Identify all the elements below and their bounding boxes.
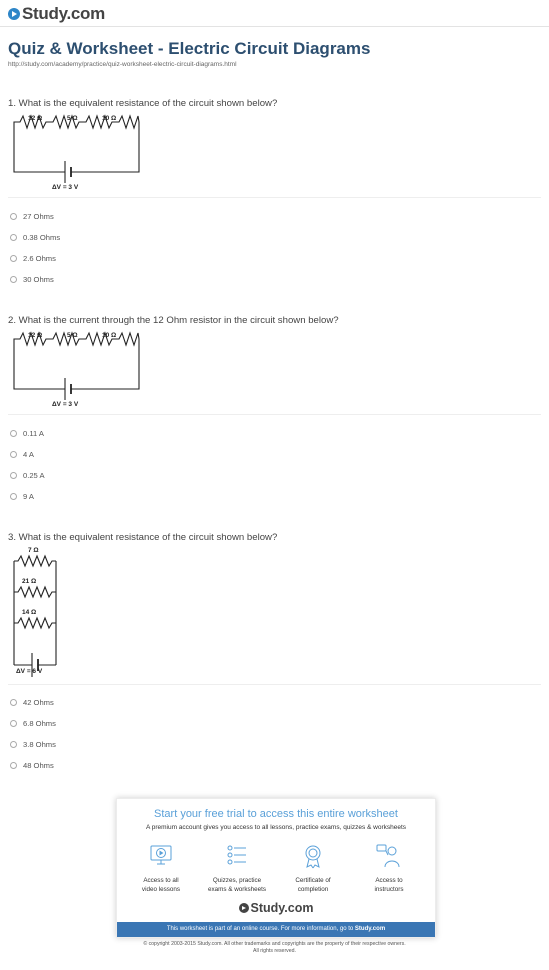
q2-option-1[interactable]: 0.11 A — [10, 429, 44, 438]
radio-icon[interactable] — [10, 234, 17, 241]
parallel-circuit-wires — [14, 556, 56, 677]
page-url: http://study.com/academy/practice/quiz-worksheet-electric-circuit-diagrams.html — [8, 61, 237, 68]
radio-icon[interactable] — [10, 762, 17, 769]
question-1-divider — [8, 197, 541, 198]
q2-option-3[interactable]: 0.25 A — [10, 471, 45, 480]
q1-option-1[interactable]: 27 Ohms — [10, 212, 54, 221]
quiz-list-icon — [225, 843, 249, 869]
play-logo-icon — [239, 903, 249, 913]
page-title: Quiz & Worksheet - Electric Circuit Diagrams — [8, 39, 371, 58]
radio-icon[interactable] — [10, 720, 17, 727]
series-circuit-wires — [14, 333, 139, 400]
radio-icon[interactable] — [10, 741, 17, 748]
voltage-label: ΔV = 3 V — [52, 401, 79, 408]
video-lesson-icon — [149, 843, 173, 869]
study-link[interactable]: Study.com — [354, 926, 386, 932]
q3-option-1[interactable]: 42 Ohms — [10, 698, 54, 707]
question-3-circuit-diagram — [8, 543, 78, 678]
question-3-text: 3. What is the equivalent resistance of the circuit shown below? — [8, 532, 278, 543]
question-2-divider — [8, 414, 541, 415]
feature-quizzes: Quizzes, practice exams & worksheets — [197, 843, 277, 894]
resistor-label-2: 21 Ω — [22, 578, 37, 585]
feature-certificate: Certificate of completion — [273, 843, 353, 894]
promo-heading[interactable]: Start your free trial to access this entire worksheet — [154, 808, 398, 820]
promo-subheading: A premium account gives you access to all lessons, practice exams, quizzes & worksheets — [145, 824, 407, 831]
question-1-text: 1. What is the equivalent resistance of the circuit shown below? — [8, 98, 278, 109]
resistor-label-3: 10 Ω — [102, 115, 117, 122]
free-trial-promo[interactable] — [116, 798, 436, 938]
question-1-circuit-diagram — [8, 110, 158, 192]
q2-option-2[interactable]: 4 A — [10, 450, 34, 459]
instructor-icon — [376, 843, 402, 869]
feature-instructors: Access to instructors — [349, 843, 429, 894]
question-3-divider — [8, 684, 541, 685]
play-logo-icon — [8, 8, 20, 20]
resistor-label-2: 5 Ω — [67, 332, 78, 339]
radio-icon[interactable] — [10, 699, 17, 706]
radio-icon[interactable] — [10, 472, 17, 479]
radio-icon[interactable] — [10, 451, 17, 458]
resistor-label-3: 14 Ω — [22, 609, 37, 616]
q3-option-2[interactable]: 6.8 Ohms — [10, 719, 56, 728]
radio-icon[interactable] — [10, 430, 17, 437]
voltage-label: ΔV = 3 V — [52, 184, 79, 191]
study-logo[interactable] — [8, 4, 105, 24]
course-info-banner: This worksheet is part of an online course. For more information, go to Study.com — [117, 922, 435, 937]
q3-option-4[interactable]: 48 Ohms — [10, 761, 54, 770]
radio-icon[interactable] — [10, 213, 17, 220]
feature-video-lessons: Access to all video lessons — [121, 843, 201, 894]
question-2-text: 2. What is the current through the 12 Ohm resistor in the circuit shown below? — [8, 315, 339, 326]
q1-option-3[interactable]: 2.6 Ohms — [10, 254, 56, 263]
radio-icon[interactable] — [10, 493, 17, 500]
series-circuit-wires — [14, 116, 139, 183]
voltage-label: ΔV = 6 V — [16, 668, 43, 675]
q1-option-2[interactable]: 0.38 Ohms — [10, 233, 60, 242]
promo-study-logo[interactable]: Study.com — [117, 901, 435, 915]
resistor-label-3: 10 Ω — [102, 332, 117, 339]
q1-option-4[interactable]: 30 Ohms — [10, 275, 54, 284]
copyright-footer: © copyright 2003-2015 Study.com. All other trademarks and copyrights are the property of their respective owners. All rights reserved. — [143, 941, 406, 954]
q2-option-4[interactable]: 9 A — [10, 492, 34, 501]
q3-option-3[interactable]: 3.8 Ohms — [10, 740, 56, 749]
resistor-label-1: 12 Ω — [28, 332, 43, 339]
resistor-label-2: 5 Ω — [67, 115, 78, 122]
certificate-icon — [301, 843, 325, 869]
header-divider — [0, 26, 549, 27]
resistor-label-1: 12 Ω — [28, 115, 43, 122]
radio-icon[interactable] — [10, 276, 17, 283]
question-2-circuit-diagram — [8, 327, 158, 409]
question-3-voltage-label-area — [8, 663, 78, 677]
resistor-label-1: 7 Ω — [28, 547, 39, 554]
logo-text: Study.com — [22, 4, 105, 23]
radio-icon[interactable] — [10, 255, 17, 262]
